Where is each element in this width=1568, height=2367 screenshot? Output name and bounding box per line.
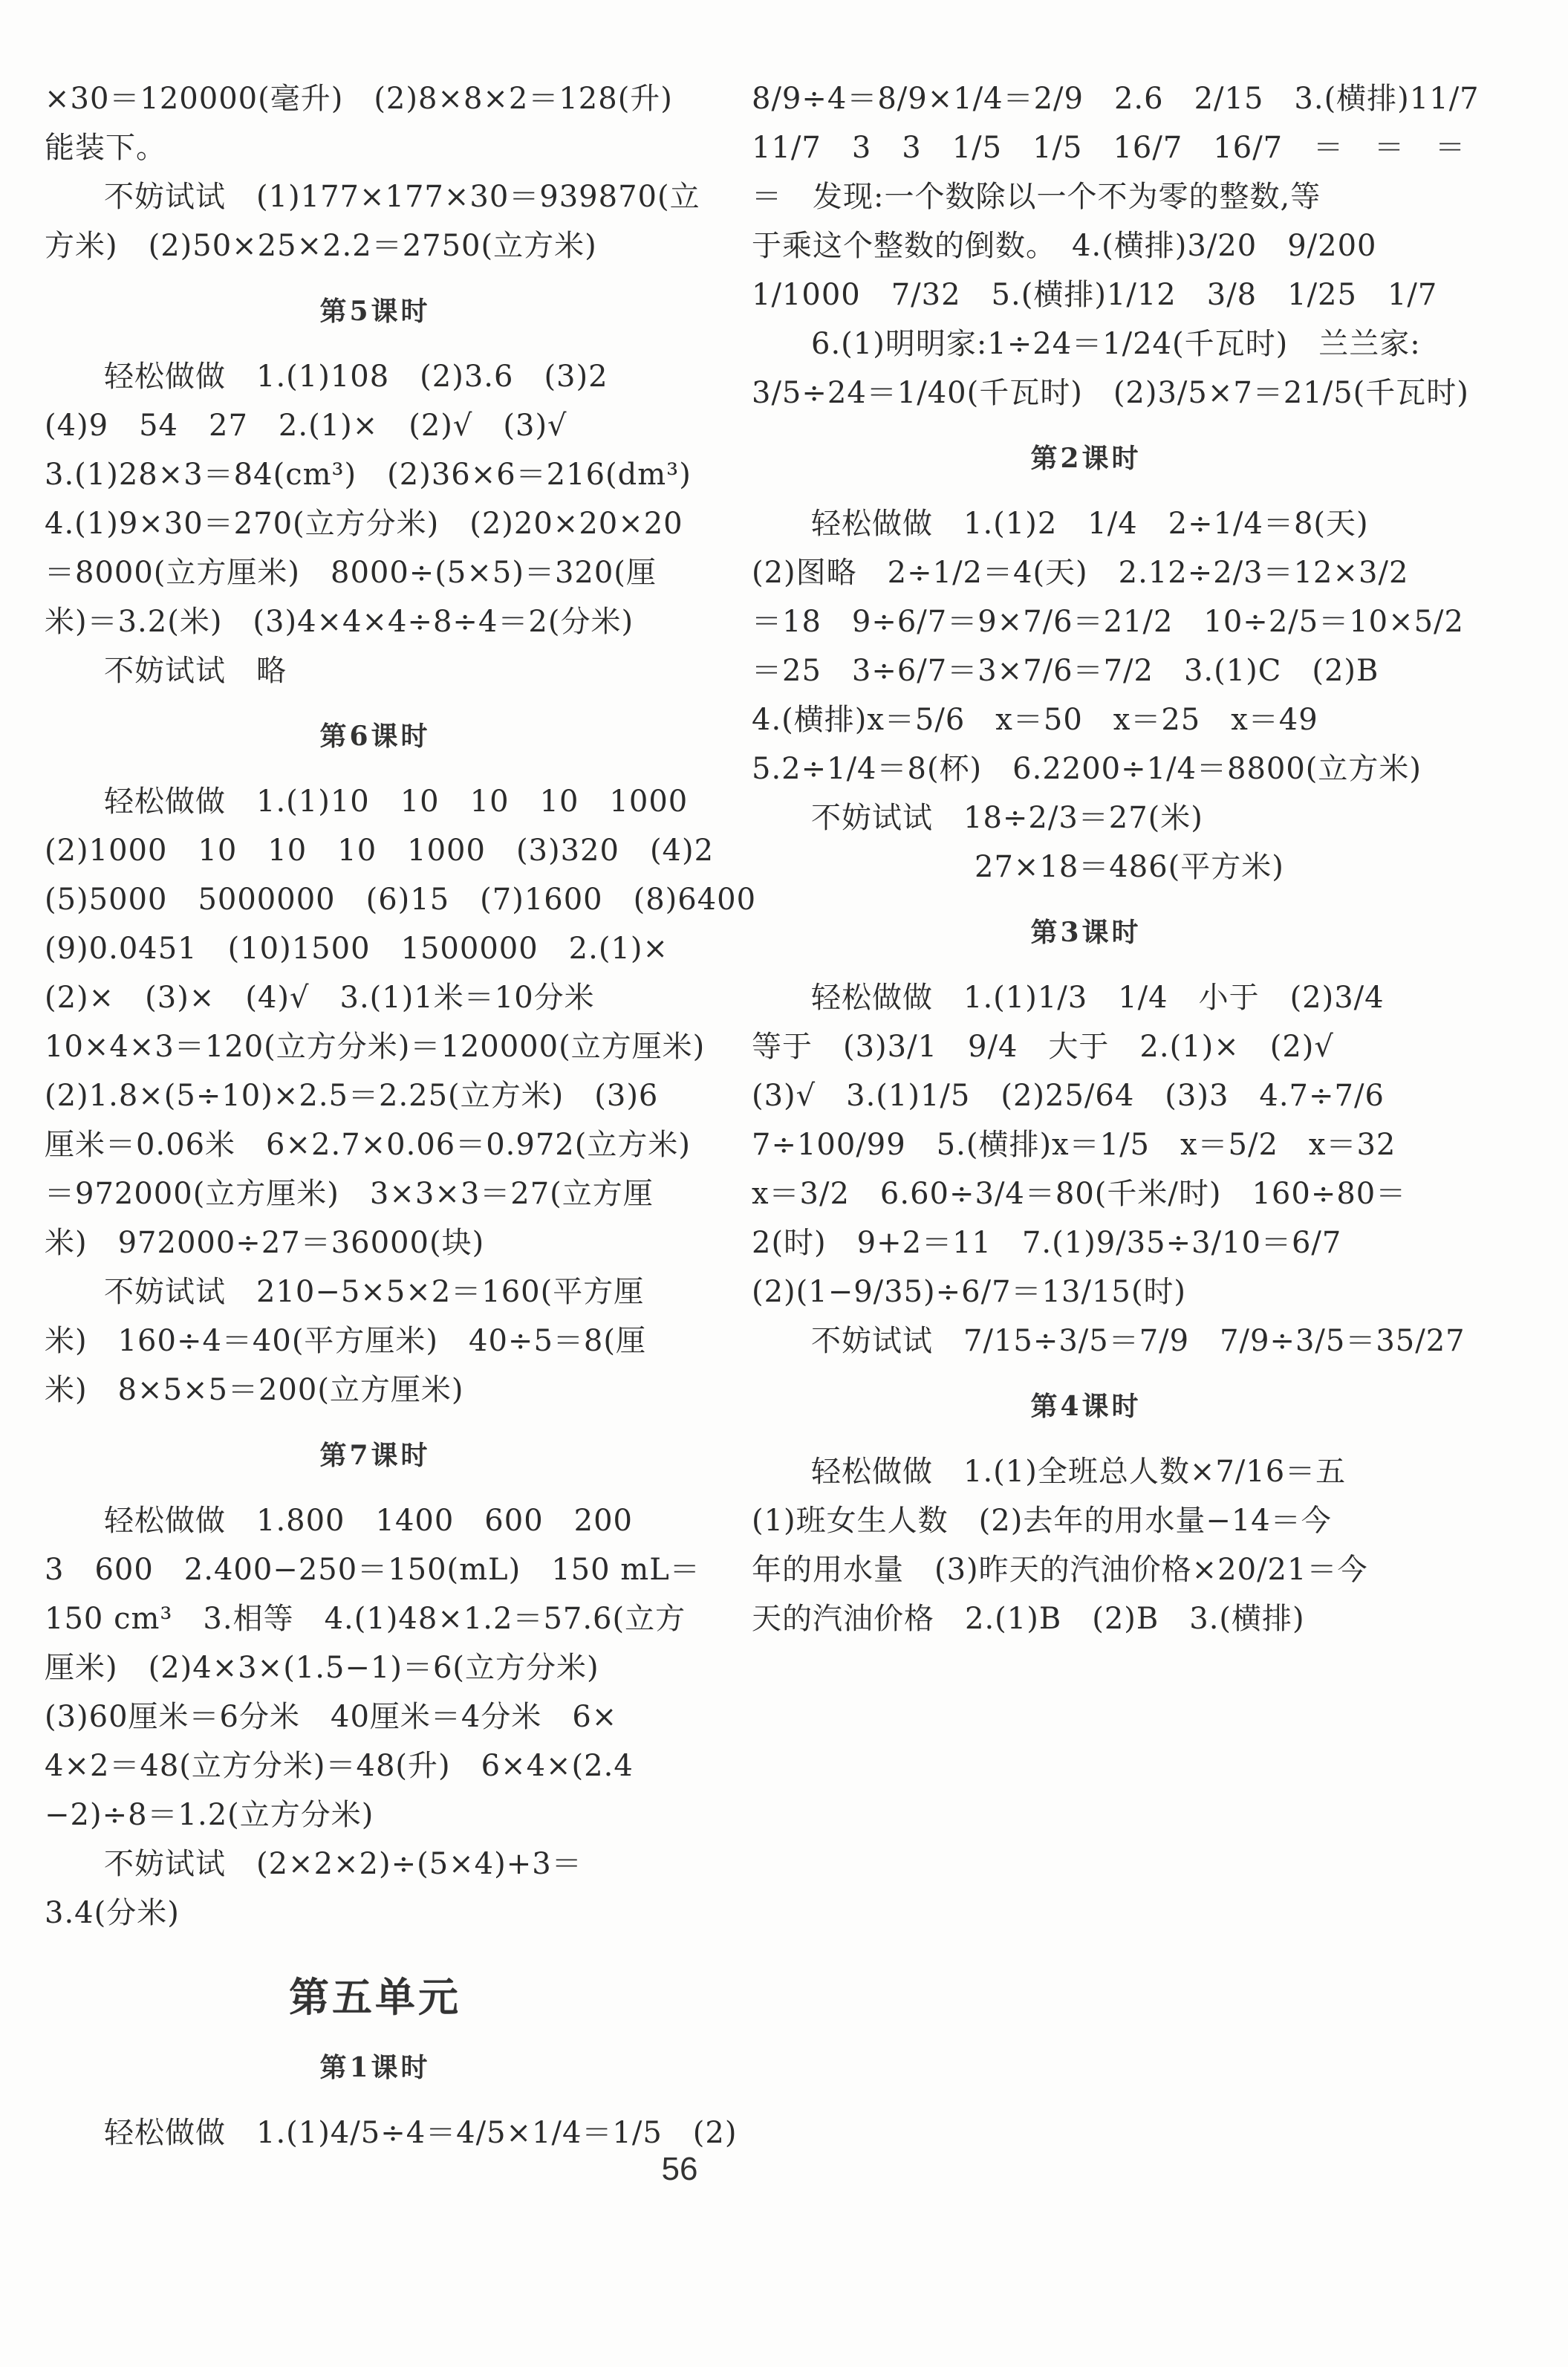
text-line: 轻松做做 1.(1)2 1/4 2÷1/4＝8(天) — [811, 507, 1369, 541]
text-line: 3.4(分米) — [45, 1896, 180, 1930]
text-line: ＝18 9÷6/7＝9×7/6＝21/2 10÷2/5＝10×5/2 — [752, 605, 1464, 639]
text-line: 8/9÷4＝8/9×1/4＝2/9 2.6 2/15 3.(横排)11/7 — [752, 82, 1480, 116]
text-line: ×30＝120000(毫升) (2)8×8×2＝128(升) — [45, 82, 673, 116]
text-line: 轻松做做 1.(1)4/5÷4＝4/5×1/4＝1/5 (2) — [104, 2116, 738, 2150]
text-line: (3)√ 3.(1)1/5 (2)25/64 (3)3 4.7÷7/6 — [752, 1079, 1385, 1113]
text-line: 米) 160÷4＝40(平方厘米) 40÷5＝8(厘 — [45, 1324, 646, 1358]
text-line: (2)× (3)× (4)√ 3.(1)1米＝10分米 — [45, 981, 595, 1015]
text-line: 4.(1)9×30＝270(立方分米) (2)20×20×20 — [45, 507, 683, 541]
unit-title: 第五单元 — [289, 1973, 461, 2021]
text-line: 不妨试试 210−5×5×2＝160(平方厘 — [104, 1275, 645, 1309]
text-line: 5.2÷1/4＝8(杯) 6.2200÷1/4＝8800(立方米) — [752, 752, 1422, 786]
text-line: 厘米＝0.06米 6×2.7×0.06＝0.972(立方米) — [45, 1128, 691, 1162]
lesson-heading: 第4课时 — [1030, 1391, 1142, 1422]
text-line: 轻松做做 1.(1)108 (2)3.6 (3)2 — [104, 360, 608, 394]
text-line: (2)1000 10 10 10 1000 (3)320 (4)2 — [45, 834, 715, 868]
text-line: 能装下。 — [45, 131, 166, 165]
text-line: 27×18＝486(平方米) — [975, 850, 1284, 884]
text-line: 3/5÷24＝1/40(千瓦时) (2)3/5×7＝21/5(千瓦时) — [752, 376, 1469, 410]
text-line: −2)÷8＝1.2(立方分米) — [45, 1798, 374, 1832]
text-line: 4.(横排)x＝5/6 x＝50 x＝25 x＝49 — [752, 703, 1318, 737]
text-line: 不妨试试 7/15÷3/5＝7/9 7/9÷3/5＝35/27 — [811, 1324, 1465, 1358]
text-line: (1)班女生人数 (2)去年的用水量−14＝今 — [752, 1504, 1332, 1538]
text-line: ＝ 发现:一个数除以一个不为零的整数,等 — [752, 180, 1321, 214]
lesson-heading: 第6课时 — [319, 721, 431, 752]
lesson-heading: 第7课时 — [319, 1440, 431, 1471]
text-line: (3)60厘米＝6分米 40厘米＝4分米 6× — [45, 1700, 618, 1734]
text-line: 轻松做做 1.(1)10 10 10 10 1000 — [104, 785, 689, 819]
text-line: 轻松做做 1.(1)1/3 1/4 小于 (2)3/4 — [811, 981, 1385, 1015]
text-line: x＝3/2 6.60÷3/4＝80(千米/时) 160÷80＝ — [752, 1177, 1407, 1211]
text-line: 米) 8×5×5＝200(立方厘米) — [45, 1373, 464, 1407]
text-line: 于乘这个整数的倒数。 4.(横排)3/20 9/200 — [752, 229, 1377, 263]
text-line: 3.(1)28×3＝84(cm³) (2)36×6＝216(dm³) — [45, 458, 692, 492]
text-line: 不妨试试 18÷2/3＝27(米) — [811, 801, 1203, 835]
text-line: 7÷100/99 5.(横排)x＝1/5 x＝5/2 x＝32 — [752, 1128, 1396, 1162]
text-line: (2)1.8×(5÷10)×2.5＝2.25(立方米) (3)6 — [45, 1079, 659, 1113]
text-line: 方米) (2)50×25×2.2＝2750(立方米) — [45, 229, 597, 263]
lesson-heading: 第5课时 — [319, 296, 431, 327]
text-line: 150 cm³ 3.相等 4.(1)48×1.2＝57.6(立方 — [45, 1602, 686, 1636]
left-column — [45, 74, 757, 2157]
text-line: ＝8000(立方厘米) 8000÷(5×5)＝320(厘 — [45, 556, 657, 590]
text-line: 不妨试试 (1)177×177×30＝939870(立 — [104, 180, 700, 214]
text-line: 4×2＝48(立方分米)＝48(升) 6×4×(2.4 — [45, 1749, 634, 1783]
page-number: 56 — [661, 2151, 698, 2187]
text-line: 不妨试试 略 — [104, 654, 287, 688]
right-column — [752, 74, 1480, 1643]
lesson-heading: 第1课时 — [319, 2052, 431, 2083]
text-line: (9)0.0451 (10)1500 1500000 2.(1)× — [45, 932, 669, 966]
text-line: 1/1000 7/32 5.(横排)1/12 3/8 1/25 1/7 — [752, 278, 1438, 312]
text-line: 轻松做做 1.800 1400 600 200 — [104, 1504, 634, 1538]
text-line: 天的汽油价格 2.(1)B (2)B 3.(横排) — [752, 1602, 1305, 1636]
text-line: (2)(1−9/35)÷6/7＝13/15(时) — [752, 1275, 1187, 1309]
text-line: (2)图略 2÷1/2＝4(天) 2.12÷2/3＝12×3/2 — [752, 556, 1409, 590]
text-line: 2(时) 9+2＝11 7.(1)9/35÷3/10＝6/7 — [752, 1226, 1342, 1260]
text-line: 米)＝3.2(米) (3)4×4×4÷8÷4＝2(分米) — [45, 605, 634, 639]
lesson-heading: 第3课时 — [1030, 917, 1142, 948]
lesson-heading: 第2课时 — [1030, 443, 1142, 474]
text-line: 年的用水量 (3)昨天的汽油价格×20/21＝今 — [752, 1553, 1368, 1587]
text-line: ＝972000(立方厘米) 3×3×3＝27(立方厘 — [45, 1177, 654, 1211]
text-line: 11/7 3 3 1/5 1/5 16/7 16/7 ＝ ＝ ＝ — [752, 131, 1466, 165]
text-line: 厘米) (2)4×3×(1.5−1)＝6(立方分米) — [45, 1651, 599, 1685]
text-line: 米) 972000÷27＝36000(块) — [45, 1226, 485, 1260]
text-line: ＝25 3÷6/7＝3×7/6＝7/2 3.(1)C (2)B — [752, 654, 1379, 688]
text-line: 3 600 2.400−250＝150(mL) 150 mL＝ — [45, 1553, 700, 1587]
text-line: (5)5000 5000000 (6)15 (7)1600 (8)6400 — [45, 883, 757, 917]
text-line: 不妨试试 (2×2×2)÷(5×4)+3＝ — [104, 1847, 582, 1881]
text-line: 10×4×3＝120(立方分米)＝120000(立方厘米) — [45, 1030, 706, 1064]
text-line: 等于 (3)3/1 9/4 大于 2.(1)× (2)√ — [752, 1030, 1334, 1064]
text-line: 轻松做做 1.(1)全班总人数×7/16＝五 — [811, 1455, 1347, 1489]
text-line: 6.(1)明明家:1÷24＝1/24(千瓦时) 兰兰家: — [811, 327, 1421, 361]
text-line: (4)9 54 27 2.(1)× (2)√ (3)√ — [45, 409, 567, 443]
